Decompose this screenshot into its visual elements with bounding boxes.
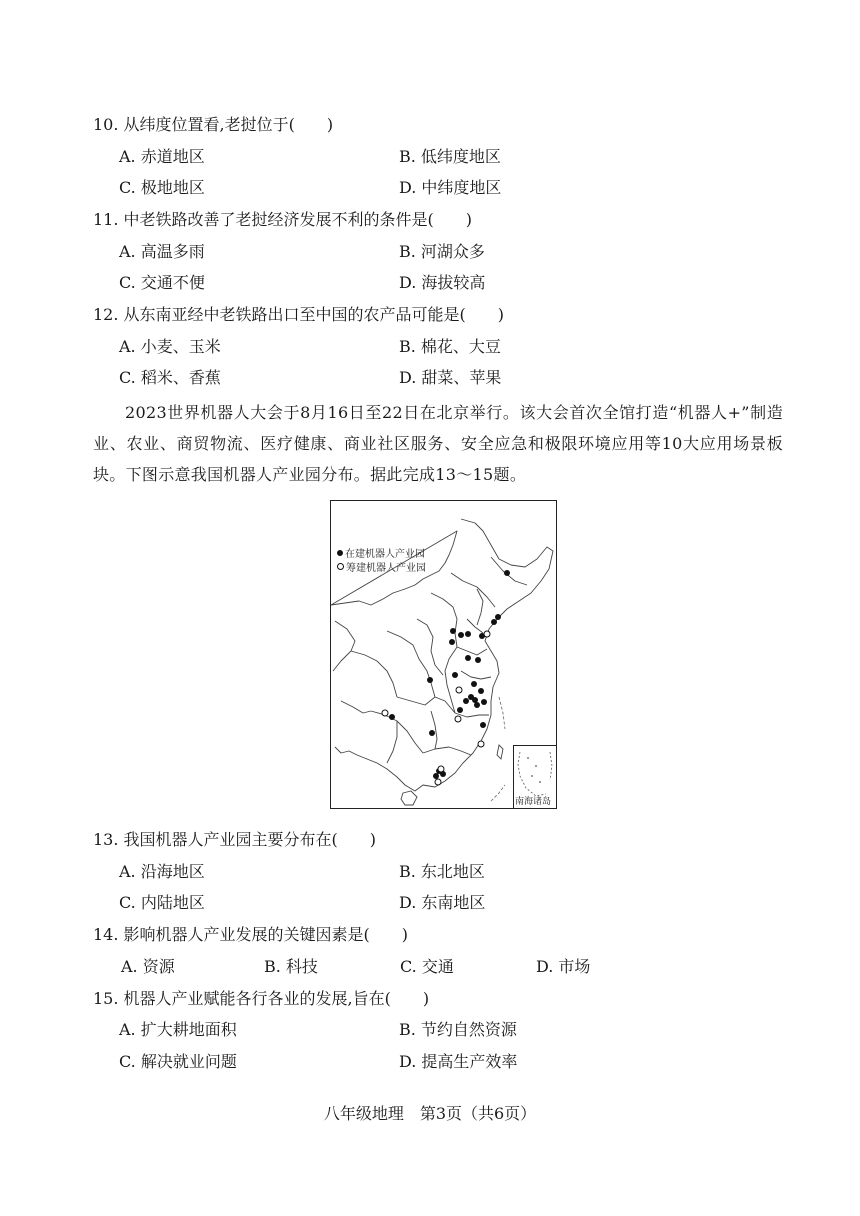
question-14-option-d[interactable]: D. 市场 — [536, 957, 591, 976]
question-14-option-b[interactable]: B. 科技 — [264, 957, 318, 976]
reading-passage: 2023世界机器人大会于8月16日至22日在北京举行。该大会首次全馆打造“机器人+”制造业、农业、商贸物流、医疗健康、商业社区服务、安全应急和极限环境应用等10大应用场景板块。下图示意我国机器人产业园分布。据此完成13～15题。 — [93, 403, 783, 484]
question-15-stem: 15. 机器人产业赋能各行各业的发展,旨在( ) — [93, 989, 430, 1008]
page-footer: 八年级地理 第3页（共6页） — [323, 1104, 537, 1123]
question-12-option-b[interactable]: B. 棉花、大豆 — [399, 337, 501, 356]
question-12-option-d[interactable]: D. 甜菜、苹果 — [399, 368, 502, 387]
question-11-stem: 11. 中老铁路改善了老挝经济发展不利的条件是( ) — [93, 210, 473, 229]
question-10-option-d[interactable]: D. 中纬度地区 — [399, 178, 502, 197]
question-10-option-a[interactable]: A. 赤道地区 — [119, 147, 205, 166]
question-11-option-c[interactable]: C. 交通不便 — [119, 273, 205, 292]
question-13-option-b[interactable]: B. 东北地区 — [399, 862, 485, 881]
question-14-option-a[interactable]: A. 资源 — [121, 957, 175, 976]
question-13-stem: 13. 我国机器人产业园主要分布在( ) — [93, 830, 377, 849]
question-15-option-c[interactable]: C. 解决就业问题 — [119, 1052, 237, 1071]
question-15-option-a[interactable]: A. 扩大耕地面积 — [119, 1020, 237, 1039]
hollow-dot-icon — [337, 563, 344, 570]
question-13-option-c[interactable]: C. 内陆地区 — [119, 893, 205, 912]
question-13-option-a[interactable]: A. 沿海地区 — [119, 862, 205, 881]
question-15-option-b[interactable]: B. 节约自然资源 — [399, 1020, 517, 1039]
legend-built — [337, 549, 425, 561]
robot-industrial-park-map — [330, 500, 557, 809]
inset-label: 南海诸岛 — [515, 797, 552, 807]
legend-planned — [337, 563, 426, 575]
question-15-option-d[interactable]: D. 提高生产效率 — [399, 1052, 518, 1071]
solid-dot-icon — [337, 550, 343, 556]
question-12-option-c[interactable]: C. 稻米、香蕉 — [119, 368, 221, 387]
south-china-sea-inset — [513, 745, 556, 808]
question-10-option-b[interactable]: B. 低纬度地区 — [399, 147, 501, 166]
question-13-option-d[interactable]: D. 东南地区 — [399, 893, 486, 912]
question-11-option-a[interactable]: A. 高温多雨 — [119, 242, 205, 261]
question-14-stem: 14. 影响机器人产业发展的关键因素是( ) — [93, 925, 409, 944]
legend-planned-label: 筹建机器人产业园 — [346, 563, 426, 574]
question-10-stem: 10. 从纬度位置看,老挝位于( ) — [93, 115, 334, 134]
question-10-option-c[interactable]: C. 极地地区 — [119, 178, 205, 197]
question-12-stem: 12. 从东南亚经中老铁路出口至中国的农产品可能是( ) — [93, 305, 505, 324]
question-12-option-a[interactable]: A. 小麦、玉米 — [119, 337, 221, 356]
legend-built-label: 在建机器人产业园 — [345, 549, 425, 560]
question-11-option-d[interactable]: D. 海拔较高 — [399, 273, 486, 292]
question-11-option-b[interactable]: B. 河湖众多 — [399, 242, 485, 261]
question-14-option-c[interactable]: C. 交通 — [400, 957, 454, 976]
